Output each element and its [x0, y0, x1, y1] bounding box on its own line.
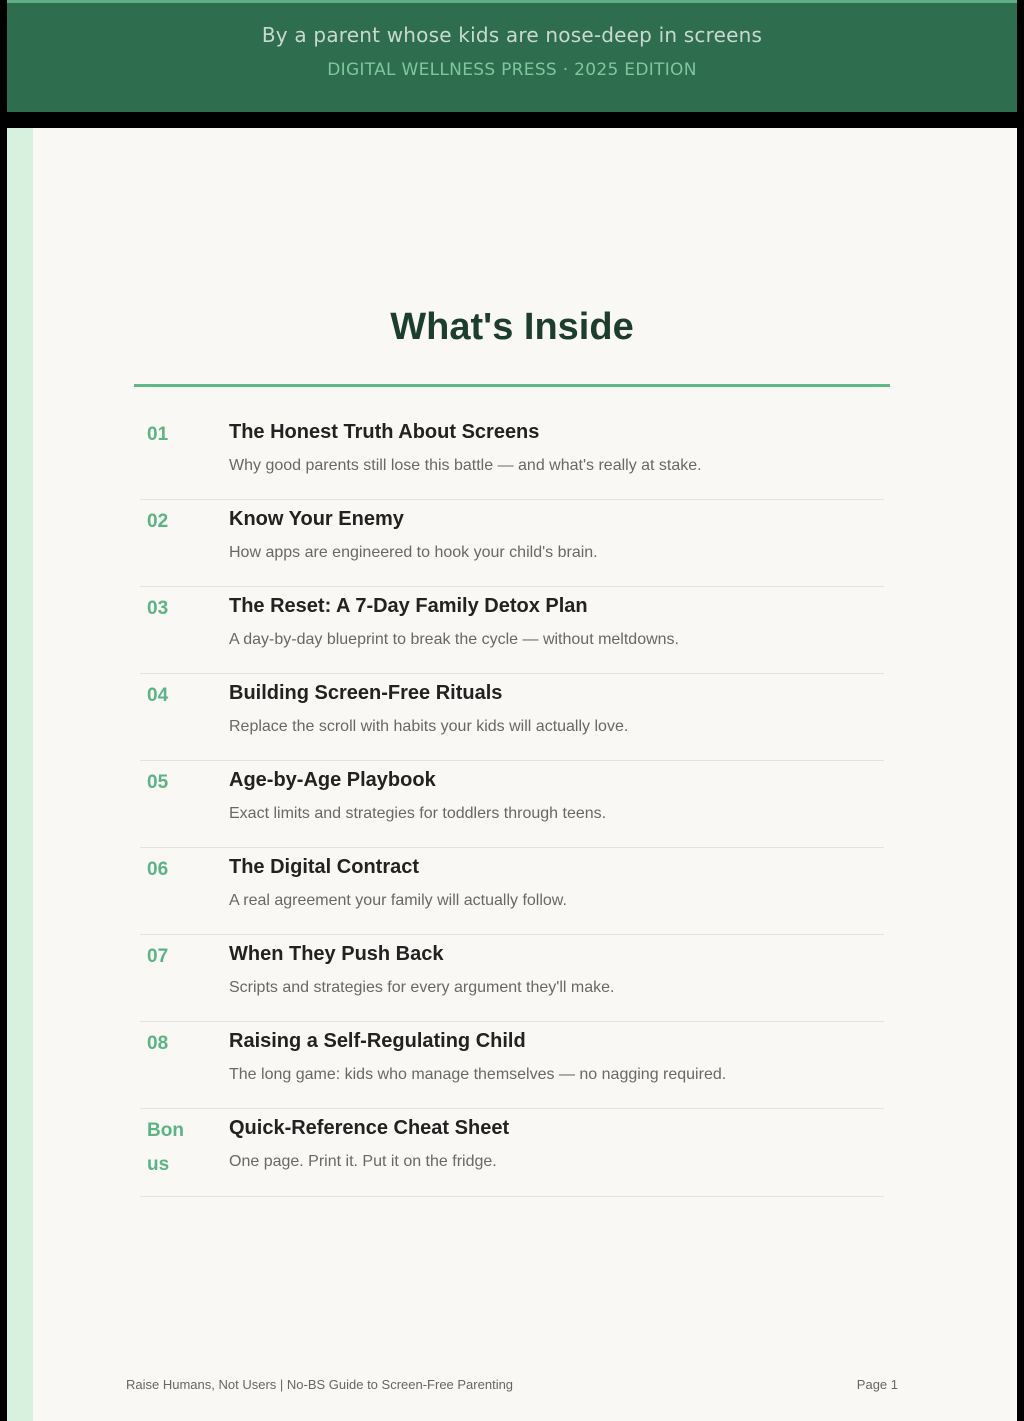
footer-book-title: Raise Humans, Not Users | No-BS Guide to Screen-Free Parenting [126, 1377, 514, 1392]
toc-item [140, 674, 884, 761]
toc-item-number: 03 [147, 598, 169, 619]
toc-item-number: 06 [147, 859, 169, 880]
toc-item-heading: Age-by-Age Playbook [229, 769, 436, 791]
toc-item [140, 935, 884, 1022]
header-press-line: DIGITAL WELLNESS PRESS · 2025 EDITION [327, 60, 697, 80]
toc-item-description: Exact limits and strategies for toddlers through teens. [229, 805, 607, 822]
toc-item [140, 587, 884, 674]
toc-item-description: The long game: kids who manage themselves — no nagging required. [229, 1066, 727, 1083]
toc-item-description: A day-by-day blueprint to break the cycle — without meltdowns. [229, 631, 679, 648]
toc-item-heading: When They Push Back [229, 943, 444, 965]
title-divider [134, 384, 890, 387]
toc-list [140, 413, 884, 1197]
toc-item [140, 413, 884, 500]
footer-page-number: Page 1 [856, 1377, 898, 1392]
toc-item-number: Bonus [147, 1120, 184, 1175]
toc-item-description: A real agreement your family will actually follow. [229, 892, 567, 909]
header-byline: By a parent whose kids are nose-deep in screens [261, 23, 763, 47]
toc-item-heading: Know Your Enemy [229, 508, 404, 530]
page-title: What's Inside [390, 306, 634, 348]
toc-item-number: 04 [147, 685, 169, 706]
toc-item-heading: The Reset: A 7-Day Family Detox Plan [229, 595, 588, 617]
toc-item-heading: The Digital Contract [229, 856, 420, 878]
header-band [7, 0, 1017, 112]
toc-item-description: How apps are engineered to hook your child's brain. [229, 544, 598, 561]
toc-item [140, 848, 884, 935]
toc-item [140, 761, 884, 848]
toc-item-number: 08 [147, 1033, 169, 1054]
toc-item-number: 05 [147, 772, 169, 793]
toc-item-number: 07 [147, 946, 169, 967]
document-page [7, 128, 1017, 1421]
toc-item-description: Replace the scroll with habits your kids will actually love. [229, 718, 629, 735]
toc-item-number: 02 [147, 511, 169, 532]
toc-item [140, 1022, 884, 1109]
toc-item-description: Scripts and strategies for every argument they'll make. [229, 979, 615, 996]
toc-item-heading: Building Screen-Free Rituals [229, 682, 503, 704]
toc-item-heading: Raising a Self-Regulating Child [229, 1030, 526, 1052]
toc-item-heading: The Honest Truth About Screens [229, 421, 540, 443]
toc-item-number: 01 [147, 424, 169, 445]
toc-item-bonus [140, 1109, 884, 1197]
toc-item-description: Why good parents still lose this battle — and what's really at stake. [229, 457, 702, 474]
toc-item-heading: Quick-Reference Cheat Sheet [229, 1117, 510, 1139]
toc-item-description: One page. Print it. Put it on the fridge. [229, 1153, 497, 1170]
toc-item [140, 500, 884, 587]
